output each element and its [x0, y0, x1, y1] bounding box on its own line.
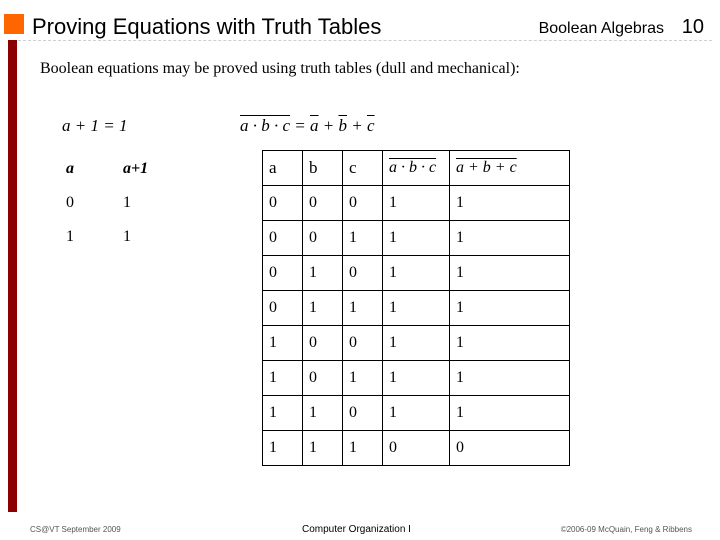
slide-title: Proving Equations with Truth Tables: [32, 14, 382, 39]
table-row: [263, 361, 570, 396]
table-cell: 0: [263, 186, 303, 221]
table-header-cell: c: [343, 151, 383, 186]
table-cell: 0: [303, 221, 343, 256]
table-header-cell: b: [303, 151, 343, 186]
equation-lhs: a · b · c: [240, 116, 291, 135]
equation-plus-1: +: [318, 116, 339, 135]
table-cell: 0: [343, 186, 383, 221]
table-header-row: [60, 152, 174, 186]
truth-table-demorgan: [262, 150, 570, 466]
table-cell: 0: [343, 256, 383, 291]
intro-text: Boolean equations may be proved using truth tables (dull and mechanical):: [40, 60, 520, 77]
table-cell: 0: [263, 291, 303, 326]
table-cell: 0: [263, 221, 303, 256]
table-cell: 1: [123, 194, 131, 211]
table-cell: 1: [303, 431, 343, 466]
table-cell: 1: [450, 326, 570, 361]
table-cell: 1: [263, 326, 303, 361]
table-cell: 1: [263, 396, 303, 431]
table-cell: 1: [383, 221, 450, 256]
table-cell: 1: [450, 291, 570, 326]
header-rhs-expression: a + b + c: [456, 159, 517, 176]
title-accent-square: [4, 14, 24, 34]
table-header-cell: [450, 151, 570, 186]
topic-text: Boolean Algebras: [538, 20, 664, 37]
table-header-cell: a: [66, 160, 74, 177]
table-cell: 1: [383, 361, 450, 396]
table-cell: 1: [383, 291, 450, 326]
equation-equals: =: [290, 116, 311, 135]
table-row: [60, 186, 174, 220]
table-row: [60, 220, 174, 254]
table-cell: 0: [263, 256, 303, 291]
table-header-row: [263, 151, 570, 186]
table-cell: 1: [66, 228, 74, 245]
table-cell: 1: [383, 396, 450, 431]
table-row: [263, 186, 570, 221]
table-cell: 1: [303, 396, 343, 431]
table-cell: 1: [343, 291, 383, 326]
title-divider: [18, 40, 712, 41]
table-cell: 1: [450, 256, 570, 291]
table-row: [263, 326, 570, 361]
equation-rhs-c: c: [367, 116, 375, 135]
equation-identity: a + 1 = 1: [62, 116, 128, 135]
table-cell: 1: [303, 291, 343, 326]
table-cell: 1: [383, 326, 450, 361]
footer-title: Computer Organization I: [302, 524, 411, 535]
table-cell: 1: [383, 256, 450, 291]
table-cell: 1: [383, 186, 450, 221]
header-lhs-expression: a · b · c: [389, 159, 437, 176]
table-cell: 0: [303, 186, 343, 221]
table-cell: 1: [343, 221, 383, 256]
left-decorative-bar: [8, 40, 17, 512]
table-cell: 1: [263, 361, 303, 396]
truth-table-identity: [60, 152, 174, 254]
table-cell: 1: [450, 186, 570, 221]
table-cell: 1: [263, 431, 303, 466]
table-header-cell: a+1: [123, 160, 149, 177]
table-cell: 1: [450, 361, 570, 396]
table-cell: 1: [450, 396, 570, 431]
equation-rhs-a: a: [310, 116, 319, 135]
table-cell: 0: [383, 431, 450, 466]
table-cell: 0: [450, 431, 570, 466]
table-cell: 1: [343, 361, 383, 396]
table-row: [263, 291, 570, 326]
table-row: [263, 256, 570, 291]
table-cell: 1: [123, 228, 131, 245]
table-cell: 1: [450, 221, 570, 256]
table-cell: 0: [303, 326, 343, 361]
topic-label: [539, 20, 690, 38]
slide-number: 10: [681, 16, 704, 38]
table-row: [263, 396, 570, 431]
equation-plus-2: +: [347, 116, 367, 135]
table-header-cell: [383, 151, 450, 186]
table-cell: 1: [343, 431, 383, 466]
table-cell: 0: [343, 326, 383, 361]
footer-copyright: ©2006-09 McQuain, Feng & Ribbens: [560, 525, 692, 534]
table-row: [263, 221, 570, 256]
equation-demorgan: [240, 116, 375, 136]
table-cell: 0: [66, 194, 74, 211]
equation-rhs-b: b: [338, 116, 348, 135]
table-cell: 1: [303, 256, 343, 291]
footer-course: CS@VT September 2009: [30, 525, 121, 534]
table-row: [263, 431, 570, 466]
table-cell: 0: [303, 361, 343, 396]
table-header-cell: a: [263, 151, 303, 186]
table-cell: 0: [343, 396, 383, 431]
